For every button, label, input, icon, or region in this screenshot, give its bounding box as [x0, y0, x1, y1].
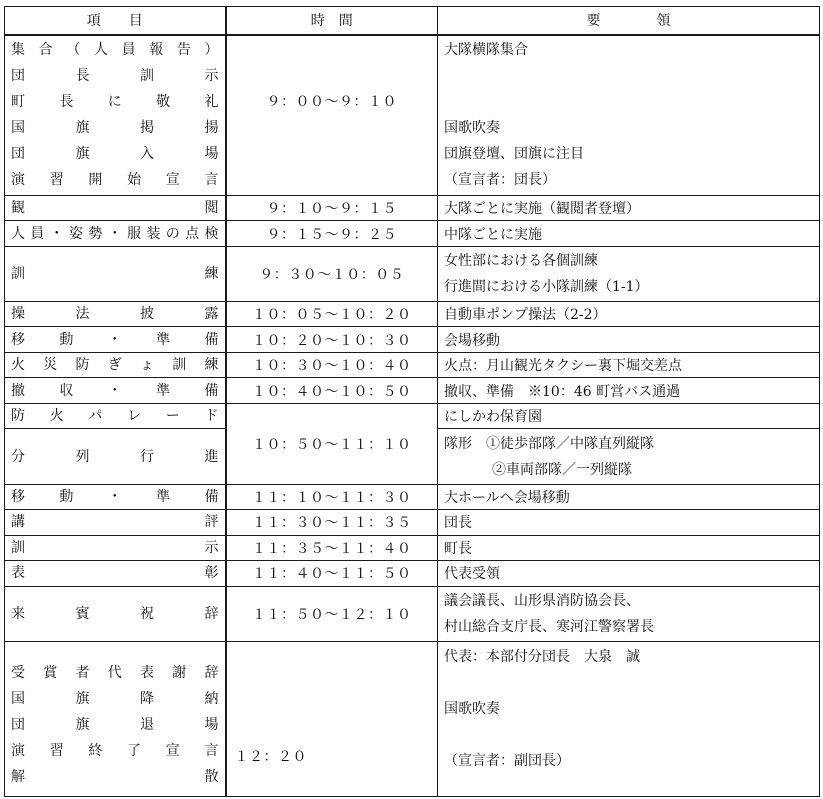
schedule-table [4, 6, 820, 797]
header-detail: 要 領 [438, 7, 820, 35]
table-row [5, 221, 820, 247]
item-cell [5, 403, 226, 429]
detail-line: （宣言者：副団長） [444, 752, 570, 769]
table-row [5, 35, 820, 196]
item-label: 来賓祝辞 [11, 605, 219, 622]
table-row [5, 246, 820, 301]
time-value: １０：２０～１０：３０ [226, 327, 438, 353]
time-cell [226, 35, 438, 196]
time-value: １１：１０～１１：３０ [226, 484, 438, 510]
detail-line: 自動車ポンプ操法（2-2） [438, 301, 820, 327]
item-cell [5, 586, 226, 641]
item-cell [5, 429, 226, 484]
item-label: 移動・準備 [11, 488, 219, 505]
item-cell [5, 327, 226, 353]
item-label: 人員・姿勢・服装の点検 [11, 225, 219, 242]
detail-cell [438, 429, 820, 484]
item-label: 防火パレード [11, 408, 219, 425]
detail-line: 国歌吹奏 [444, 700, 500, 717]
header-item: 項 目 [5, 7, 226, 35]
item-cell [5, 378, 226, 404]
time-value: ９：１５～９：２５ [226, 221, 438, 247]
item-label: 移動・準備 [11, 331, 219, 348]
detail-line: 撤収、準備 ※10：46 町営バス通過 [438, 378, 820, 404]
header-time: 時 間 [226, 7, 438, 35]
item-label: 団長訓示 [11, 68, 219, 85]
time-value: ９：００～９：１０ [266, 94, 397, 111]
item-cell [5, 561, 226, 587]
detail-line: 代表受領 [438, 561, 820, 587]
item-cell [5, 35, 226, 196]
detail-line: （宣言者：団長） [444, 172, 556, 189]
detail-gap [444, 63, 813, 89]
detail-line: 団長 [438, 510, 820, 536]
table-row [5, 586, 820, 641]
time-value: １０：０５～１０：２０ [226, 301, 438, 327]
detail-cell [438, 35, 820, 196]
detail-line: 町長 [438, 535, 820, 561]
item-label: 表彰 [11, 565, 219, 582]
item-label: 団旗入場 [11, 146, 219, 163]
detail-line: 女性部における各個訓練 [444, 252, 598, 269]
time-value: １０：３０～１０：４０ [226, 352, 438, 378]
header-row [5, 7, 820, 35]
time-value: １２：２０ [234, 749, 307, 765]
detail-line: 大隊横隊集合 [444, 42, 528, 59]
item-label: 集合（人員報告） [11, 42, 219, 59]
item-cell [5, 352, 226, 378]
table-row [5, 535, 820, 561]
table-row [5, 378, 820, 404]
detail-gap [444, 670, 813, 696]
time-value: １０：４０～１０：５０ [226, 378, 438, 404]
item-label: 演習終了宣言 [11, 743, 219, 759]
detail-line: 団旗登壇、団旗に注目 [444, 146, 584, 163]
item-cell [5, 301, 226, 327]
detail-cell [438, 586, 820, 641]
item-label: 演習開始宣言 [11, 172, 219, 189]
detail-cell [438, 246, 820, 301]
detail-gap [444, 89, 813, 115]
time-value: １１：４０～１１：５０ [226, 561, 438, 587]
item-cell [5, 221, 226, 247]
table-row [5, 327, 820, 353]
time-value: ９：３０～１０：０５ [226, 246, 438, 301]
item-label: 撤収・準備 [11, 382, 219, 399]
detail-line: にしかわ保育園 [438, 403, 820, 429]
item-cell [5, 641, 226, 796]
table-row [5, 641, 820, 796]
table-row [5, 352, 820, 378]
detail-line: 村山総合支庁長、寒河江警察署長 [444, 618, 654, 635]
time-cell [226, 641, 438, 796]
detail-line: ②車両部隊／一列縦隊 [492, 461, 632, 478]
detail-line: 会場移動 [438, 327, 820, 353]
item-label: 受賞者代表謝辞 [11, 665, 219, 681]
table-row [5, 403, 820, 429]
item-label: 国旗掲揚 [11, 120, 219, 137]
detail-line: 中隊ごとに実施 [438, 221, 820, 247]
detail-cell [438, 641, 820, 796]
detail-line: 議会議長、山形県消防協会長、 [444, 592, 640, 609]
item-label: 団旗退場 [11, 717, 219, 733]
detail-line: 国歌吹奏 [444, 120, 500, 137]
detail-line: 隊形 ①徒歩部隊／中隊直列縦隊 [444, 435, 654, 452]
item-label: 国旗降納 [11, 691, 219, 707]
time-value: ９：１０～９：１５ [226, 195, 438, 221]
detail-line: 火点：月山観光タクシー裏下堀交差点 [438, 352, 820, 378]
item-cell [5, 246, 226, 301]
item-cell [5, 484, 226, 510]
table-row [5, 510, 820, 536]
detail-gap [444, 722, 813, 748]
detail-line: 大ホールへ会場移動 [438, 484, 820, 510]
item-label: 訓練 [11, 265, 219, 282]
detail-line: 大隊ごとに実施（観閲者登壇） [438, 195, 820, 221]
time-value: １１：３０～１１：３５ [226, 510, 438, 536]
table-row [5, 484, 820, 510]
item-label: 操法披露 [11, 306, 219, 323]
item-cell [5, 510, 226, 536]
time-value: １１：３５～１１：４０ [226, 535, 438, 561]
detail-line: 代表：本部付分団長 大泉 誠 [444, 648, 640, 665]
item-label: 火災防ぎょ訓練 [11, 357, 219, 374]
table-row [5, 561, 820, 587]
item-label: 観閲 [11, 200, 219, 217]
time-value: １１：５０～１２：１０ [226, 586, 438, 641]
item-label: 町長に敬礼 [11, 94, 219, 111]
item-label: 分列行進 [11, 448, 219, 465]
item-cell [5, 535, 226, 561]
item-cell [5, 195, 226, 221]
time-value: １０：５０～１１：１０ [226, 403, 438, 484]
item-label: 訓示 [11, 539, 219, 556]
detail-line: 行進間における小隊訓練（1-1） [444, 278, 649, 295]
table-row [5, 301, 820, 327]
item-label: 講評 [11, 514, 219, 531]
item-label: 解散 [11, 769, 219, 785]
table-row [5, 195, 820, 221]
